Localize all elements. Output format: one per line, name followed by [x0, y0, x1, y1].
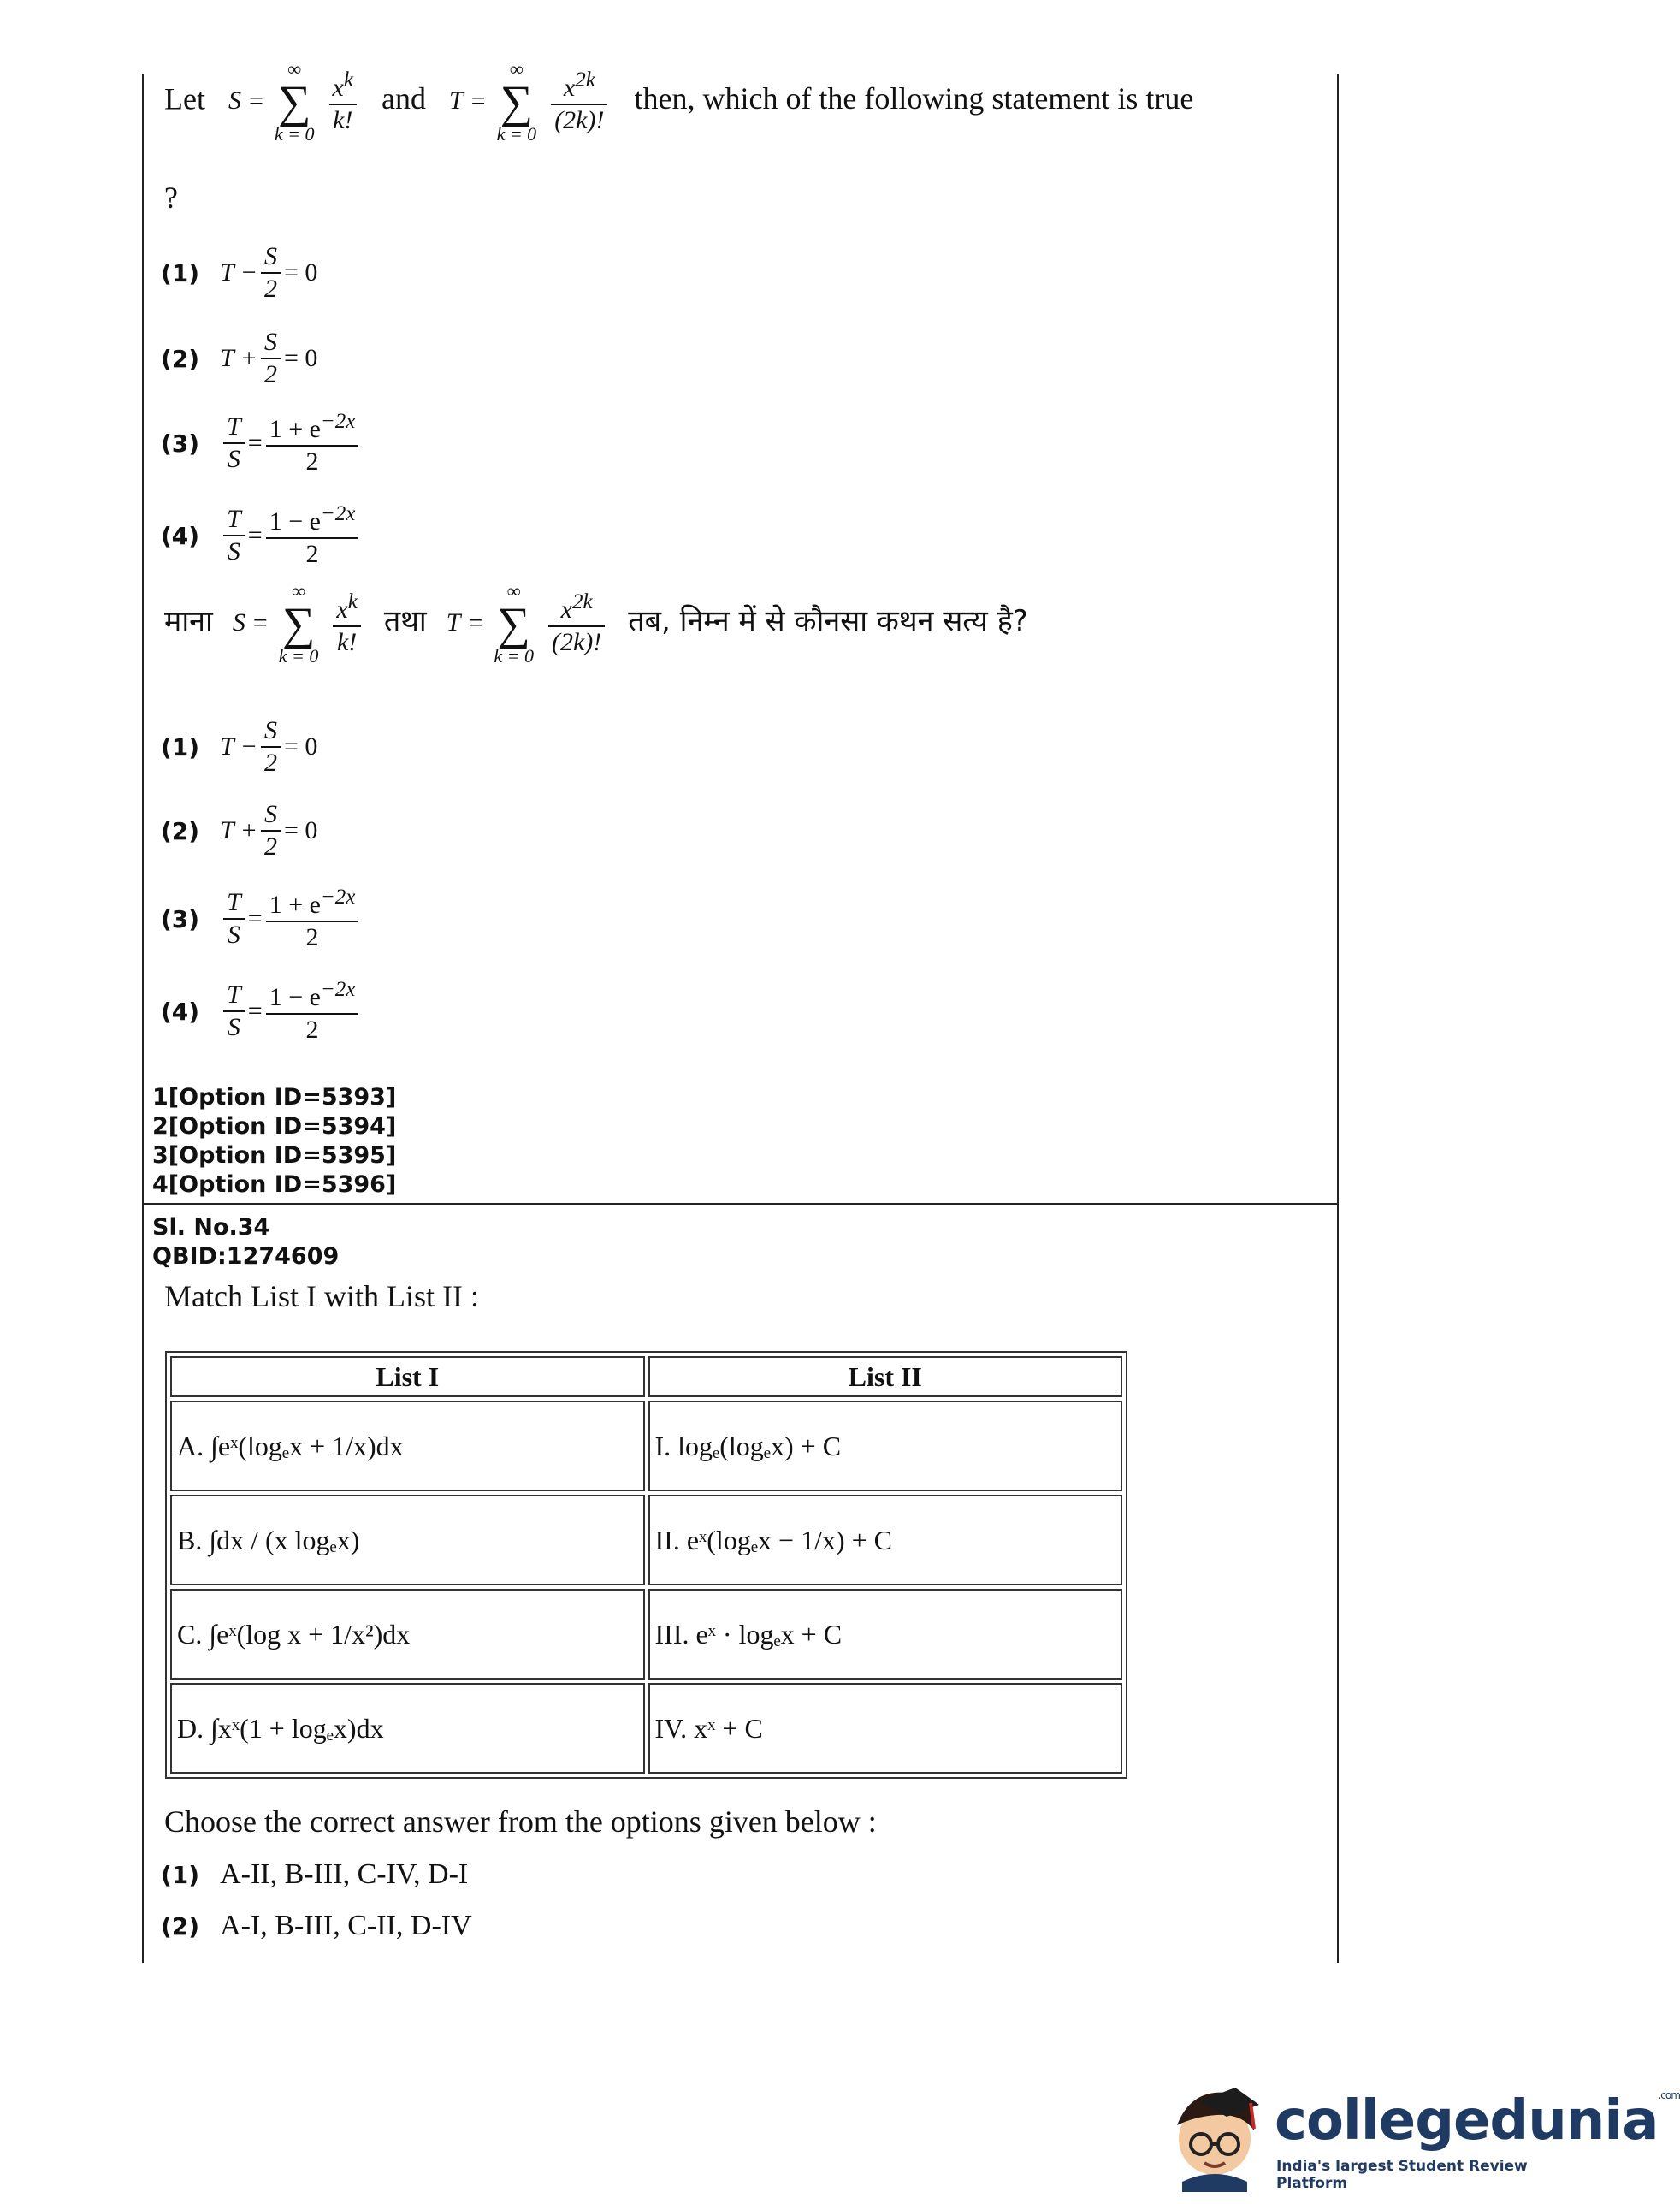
brand-domain: .com: [1658, 2089, 1680, 2101]
sum-upper: ∞: [287, 58, 302, 80]
expr-a: T +: [220, 816, 257, 844]
q33-then: then, which of the following statement is true: [634, 81, 1194, 116]
frac-num: S: [261, 327, 281, 359]
option-id: 4[Option ID=5396]: [152, 1171, 397, 1198]
frac-num: S: [261, 715, 281, 748]
list-ii-header: List II: [648, 1356, 1123, 1397]
option-number: (2): [161, 344, 200, 373]
sum-upper: ∞: [292, 580, 305, 601]
expr-a: T −: [220, 732, 257, 761]
brand-name: [1275, 2089, 1680, 2153]
option-number: (3): [161, 904, 200, 933]
2k-exp: 2k: [571, 590, 593, 613]
q34-prompt: Match List I with List II :: [164, 1279, 479, 1313]
sum-upper: ∞: [510, 58, 524, 80]
frac-den: 2: [305, 1016, 319, 1044]
option-number: (2): [161, 1911, 200, 1940]
q33-tab: तब, निम्न में से कौनसा कथन सत्य है?: [628, 604, 1028, 639]
table-row: [170, 1401, 1122, 1491]
sigma: ∑: [497, 598, 530, 649]
expr-b: = 0: [283, 732, 318, 761]
sum-s: [279, 582, 319, 666]
k-factorial: k!: [336, 628, 358, 656]
list-i-cell: D. ∫xˣ(1 + logₑx)dx: [170, 1683, 645, 1774]
q34-meta: [152, 1213, 339, 1271]
k-exp: k: [347, 590, 358, 613]
frac-den: 2: [305, 540, 319, 568]
option-id: 1[Option ID=5393]: [152, 1084, 397, 1111]
sum-s: [275, 60, 315, 144]
option-text: A-I, B-III, C-II, D-IV: [220, 1910, 472, 1941]
option-text: A-II, B-III, C-IV, D-I: [220, 1858, 469, 1890]
sum-lower: k = 0: [278, 645, 319, 667]
2k-exp: 2k: [575, 68, 595, 92]
x: x: [563, 74, 576, 102]
2k-factorial: (2k)!: [551, 628, 602, 656]
frac-xk-kfact: [329, 68, 357, 136]
q33-qmark: ?: [164, 181, 178, 215]
frac-num: S: [261, 799, 281, 832]
frac-den: S: [227, 921, 240, 949]
expr-b: = 0: [283, 344, 318, 372]
option-number: (1): [161, 732, 200, 761]
frac-num: 1 − e: [269, 507, 321, 536]
frac-num: S: [261, 241, 281, 274]
q33-and: and: [381, 81, 426, 116]
frac-den: 2: [263, 749, 277, 777]
q33-en-option-2: [161, 327, 317, 390]
frac-num: T: [223, 887, 245, 920]
sum-lower: k = 0: [496, 123, 537, 145]
exponent: −2x: [320, 886, 356, 909]
eq: =: [247, 997, 263, 1025]
serial-number: Sl. No.34: [152, 1214, 270, 1241]
question-separator: [142, 1203, 1339, 1205]
q33-mana: माना: [164, 604, 213, 639]
x: x: [560, 595, 572, 624]
frac-den: 2: [263, 832, 277, 861]
expr-b: = 0: [283, 816, 318, 844]
q33-hi-option-4: [161, 977, 362, 1046]
expr-a: T −: [220, 258, 257, 287]
sym-t: T: [446, 608, 461, 637]
2k-factorial: (2k)!: [554, 106, 605, 134]
sym-s: S: [228, 86, 241, 116]
q33-en-option-4: [161, 501, 362, 570]
frac-num: T: [223, 504, 245, 536]
list-i-cell: B. ∫dx / (x logₑx): [170, 1495, 645, 1585]
frac-den: S: [227, 445, 240, 473]
q33-tatha: तथा: [383, 604, 427, 639]
page-border-right: [1337, 74, 1339, 1963]
frac-xk-kfact: [333, 590, 360, 658]
qbid: QBID:1274609: [152, 1243, 340, 1270]
brand-name-text: collegedunia: [1275, 2089, 1659, 2153]
x: x: [336, 595, 348, 624]
option-number: (4): [161, 997, 200, 1026]
option-number: (2): [161, 816, 200, 845]
sigma: ∑: [281, 598, 316, 649]
frac-den: S: [227, 537, 240, 566]
option-number: (4): [161, 521, 200, 550]
sigma: ∑: [277, 76, 311, 127]
sym-t: T: [448, 86, 464, 116]
list-i-cell: A. ∫eˣ(logₑx + 1/x)dx: [170, 1401, 645, 1491]
q33-stem-english: [164, 60, 1193, 144]
frac-num: 1 + e: [269, 891, 321, 919]
q33-en-option-1: [161, 241, 317, 305]
q33-hi-option-2: [161, 799, 317, 862]
eq: =: [247, 904, 263, 933]
table-row: [170, 1683, 1122, 1774]
k-factorial: k!: [333, 106, 353, 134]
sym-eq: =: [468, 608, 483, 637]
option-id: 3[Option ID=5395]: [152, 1142, 397, 1169]
expr-a: T +: [220, 344, 257, 372]
frac-den: 2: [263, 360, 277, 388]
q34-choose: Choose the correct answer from the options given below :: [164, 1804, 877, 1839]
list-ii-cell: II. eˣ(logₑx − 1/x) + C: [648, 1495, 1123, 1585]
sum-t: [497, 60, 537, 144]
q33-hi-option-1: [161, 715, 317, 779]
x: x: [332, 74, 344, 102]
exponent: −2x: [320, 978, 356, 1001]
q33-hi-option-3: [161, 885, 362, 953]
list-i-cell: C. ∫eˣ(log x + 1/x²)dx: [170, 1589, 645, 1680]
frac-x2k-2kfact: [548, 590, 605, 658]
sum-t: [494, 582, 534, 666]
eq: =: [247, 429, 263, 457]
frac-num: T: [223, 412, 245, 444]
list-ii-cell: III. eˣ · logₑx + C: [648, 1589, 1123, 1680]
q33-let: Let: [164, 81, 205, 116]
sym-eq: =: [470, 86, 486, 116]
brand-tagline: India's largest Student Review Platform: [1276, 2158, 1528, 2192]
frac-x2k-2kfact: [551, 68, 607, 136]
list-i-header: List I: [170, 1356, 645, 1397]
expr-b: = 0: [283, 258, 318, 287]
sym-s: S: [232, 608, 245, 637]
q33-en-option-3: [161, 409, 362, 477]
frac-num: T: [223, 980, 245, 1012]
option-id: 2[Option ID=5394]: [152, 1113, 397, 1140]
match-table: [165, 1351, 1127, 1779]
sym-eq: =: [252, 608, 268, 637]
option-id-list: [152, 1083, 396, 1200]
mascot-icon: [1165, 2081, 1268, 2192]
option-number: (1): [161, 1860, 200, 1889]
frac-den: 2: [263, 275, 277, 303]
list-ii-cell: IV. xˣ + C: [648, 1683, 1123, 1774]
sum-upper: ∞: [506, 580, 521, 601]
k-exp: k: [343, 68, 353, 92]
q34-option-2: [161, 1910, 472, 1942]
option-number: (3): [161, 429, 200, 458]
q33-stem-hindi: [164, 582, 1028, 666]
option-number: (1): [161, 258, 200, 287]
exponent: −2x: [320, 410, 356, 433]
sum-lower: k = 0: [274, 123, 315, 145]
q34-option-1: [161, 1858, 468, 1891]
sum-lower: k = 0: [494, 645, 534, 667]
frac-num: 1 − e: [269, 983, 321, 1011]
table-row: [170, 1495, 1122, 1585]
frac-num: 1 + e: [269, 415, 321, 443]
frac-den: S: [227, 1013, 240, 1041]
page-border-left: [142, 74, 144, 1963]
list-ii-cell: I. logₑ(logₑx) + C: [648, 1401, 1123, 1491]
sigma: ∑: [500, 76, 534, 127]
sym-eq: =: [248, 86, 263, 116]
frac-den: 2: [305, 447, 319, 476]
collegedunia-logo: [1165, 2081, 1680, 2192]
table-row: [170, 1589, 1122, 1680]
frac-den: 2: [305, 923, 319, 951]
exponent: −2x: [320, 502, 356, 525]
eq: =: [247, 521, 263, 549]
